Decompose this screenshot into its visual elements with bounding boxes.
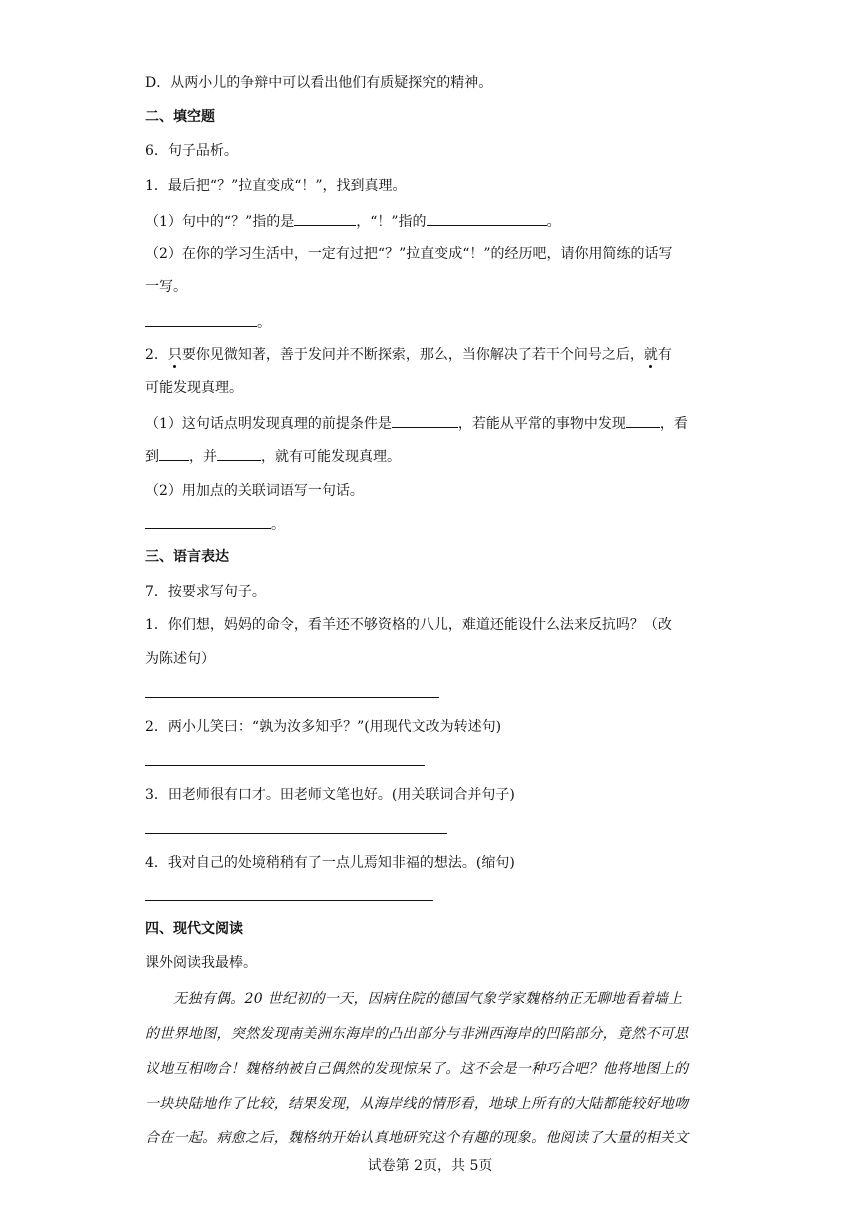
answer-line-end: 。	[257, 315, 271, 331]
question-7-2: 2．两小儿笑曰：“孰为汝多知乎？”(用现代文改为转述句)	[145, 719, 502, 735]
answer-blank[interactable]	[392, 413, 458, 428]
answer-line-q7-2[interactable]	[145, 765, 425, 766]
question-7-1-line-1: 1．你们想，妈妈的命令，看羊还不够资格的八儿，难道还能设什么法来反抗吗？（改	[145, 617, 672, 633]
question-6-1-part-2-line-1: （2）在你的学习生活中，一定有过把“？”拉直变成“！”的经历吧，请你用简练的话写	[145, 246, 673, 262]
answer-blank[interactable]	[217, 446, 261, 461]
question-6-2-part-1-line-2	[145, 446, 401, 467]
q6-2a-l2-middle: ，并	[189, 449, 217, 465]
answer-line-q6-2	[145, 514, 285, 535]
section-heading-fill-in: 二、填空题	[145, 109, 215, 125]
passage-line-1: 无独有偶。20 世纪初的一天，因病住院的德国气象学家魏格纳正无聊地看着墙上	[173, 991, 683, 1007]
question-6-2-sentence-line-2: 可能发现真理。	[145, 380, 243, 396]
q6-1a-prefix: （1）句中的“？”指的是	[145, 214, 295, 230]
passage-line-4: 一块块陆地作了比较，结果发现，从海岸线的情形看，地球上所有的大陆都能较好地吻	[145, 1096, 689, 1112]
q6-2-text: 要你见微知著，善于发问并不断探索，那么，当你解决了若干个问号之后，	[181, 347, 644, 363]
answer-line-q7-3[interactable]	[145, 833, 447, 834]
question-7-4: 4．我对自己的处境稍稍有了一点儿焉知非福的想法。(缩句)	[145, 855, 515, 871]
question-7-1-line-2: 为陈述句）	[145, 651, 215, 667]
passage-line-5: 合在一起。病愈之后，魏格纳开始认真地研究这个有趣的现象。他阅读了大量的相关文	[145, 1130, 689, 1146]
q6-1a-end: 。	[546, 214, 561, 230]
answer-blank[interactable]	[294, 211, 356, 226]
answer-blank[interactable]	[145, 312, 257, 327]
question-6-1-part-1	[145, 211, 561, 232]
answer-blank[interactable]	[145, 514, 271, 529]
emphasis-dot-char: 就	[643, 347, 658, 363]
question-6-title: 6．句子品析。	[145, 143, 238, 159]
q6-2a-l2-prefix: 到	[145, 449, 159, 465]
question-6-2-sentence-line-1	[145, 345, 672, 365]
q6-2-number: 2．	[145, 347, 168, 363]
answer-blank[interactable]	[427, 211, 547, 226]
emphasis-dot-char: 只	[167, 347, 182, 363]
question-6-2-part-2: （2）用加点的关联词语写一句话。	[145, 483, 364, 499]
answer-blank[interactable]	[159, 446, 189, 461]
answer-blank[interactable]	[626, 413, 660, 428]
option-d: D．从两小儿的争辩中可以看出他们有质疑探究的精神。	[145, 75, 493, 91]
question-7-title: 7．按要求写句子。	[145, 584, 266, 600]
q6-2-text-end: 有	[657, 347, 672, 363]
answer-line-end: 。	[271, 517, 285, 533]
q6-2a-end: ，看	[659, 416, 688, 432]
q6-2a-l2-end: ，就有可能发现真理。	[261, 449, 401, 465]
answer-line-q7-4[interactable]	[145, 900, 433, 901]
question-6-2-part-1-line-1	[145, 413, 688, 434]
q6-1a-middle: ，“！”指的	[356, 214, 427, 230]
reading-intro: 课外阅读我最棒。	[145, 955, 257, 971]
q6-2a-prefix: （1）这句话点明发现真理的前提条件是	[145, 416, 392, 432]
section-heading-language-expression: 三、语言表达	[145, 549, 229, 565]
page-footer: 试卷第 2页，共 5页	[367, 1158, 493, 1174]
passage-line-2: 的世界地图，突然发现南美洲东海岸的凸出部分与非洲西海岸的凹陷部分，竟然不可思	[145, 1026, 689, 1042]
q6-2a-middle: ，若能从平常的事物中发现	[457, 416, 626, 432]
passage-line-3: 议地互相吻合！魏格纳被自己偶然的发现惊呆了。这不会是一种巧合吧？他将地图上的	[145, 1061, 689, 1077]
question-6-1-part-2-line-2: 一写。	[145, 279, 187, 295]
section-heading-modern-reading: 四、现代文阅读	[145, 921, 243, 937]
question-6-1-sentence: 1．最后把“？”拉直变成“！”，找到真理。	[145, 178, 407, 194]
question-7-3: 3．田老师很有口才。田老师文笔也好。(用关联词合并句子)	[145, 787, 515, 803]
answer-line-q7-1[interactable]	[145, 697, 439, 698]
answer-line-q6-1	[145, 312, 271, 333]
